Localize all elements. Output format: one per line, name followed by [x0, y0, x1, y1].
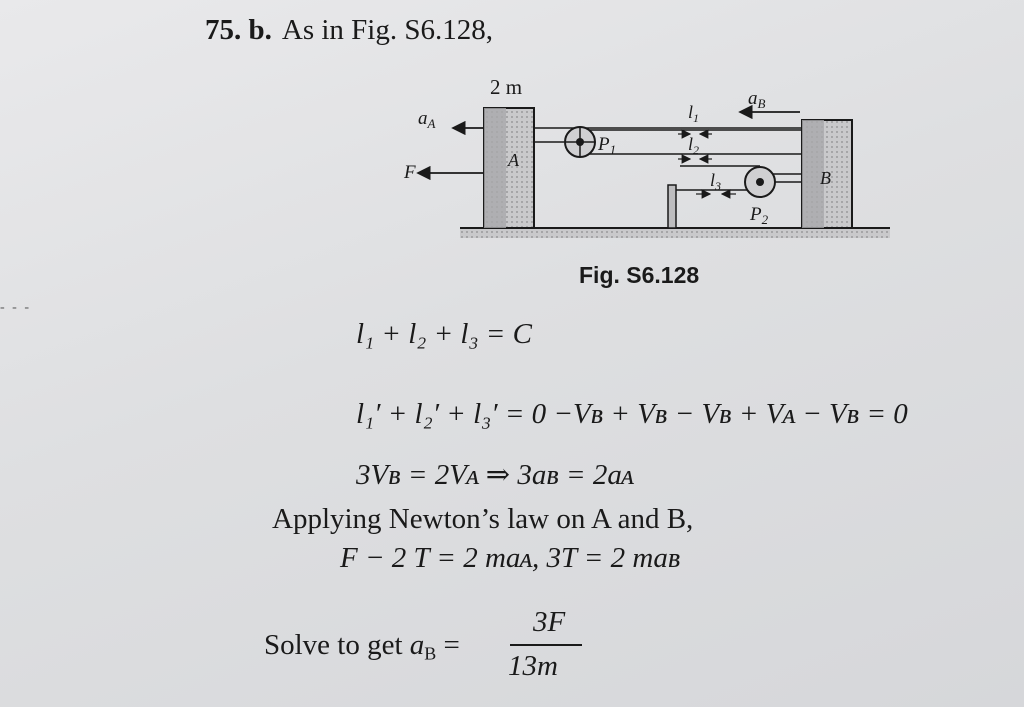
- solve-prefix: Solve to get: [264, 629, 403, 661]
- problem-intro: As in Fig. S6.128,: [281, 14, 493, 46]
- l3-label: $l_3$: [710, 170, 722, 193]
- problem-number: 75. b.: [205, 14, 272, 46]
- solve-variable: a: [409, 629, 425, 661]
- accel-b-label: $a_B$: [748, 88, 766, 111]
- margin-mark: - - -: [0, 300, 31, 315]
- solve-variable-sub: B: [424, 643, 437, 664]
- block-b-label: B: [820, 168, 831, 188]
- block-a-label: A: [508, 150, 519, 170]
- l2-label: $l_2$: [688, 134, 700, 157]
- pulley-p1: [534, 127, 595, 157]
- pulley-p2: [745, 167, 802, 197]
- pulley-p1-label: $P_1$: [598, 134, 617, 157]
- pulley-p2-label: $P_2$: [750, 204, 769, 227]
- solve-equals: =: [443, 629, 460, 661]
- equation-constraint: l₁ + l₂ + l₃ = C: [356, 318, 532, 350]
- pulley-diagram: [390, 70, 900, 260]
- block-a-shade: [484, 108, 506, 228]
- equation-newton: F − 2 T = 2 maᴀ, 3T = 2 maʙ: [340, 542, 681, 574]
- ground-hatch: [460, 228, 890, 238]
- fraction-bar: [510, 644, 582, 646]
- figure-caption: Fig. S6.128: [579, 262, 700, 288]
- fraction-numerator: 3F: [533, 606, 566, 638]
- solve-line: [264, 629, 460, 664]
- fraction-denominator: 13m: [508, 650, 558, 682]
- l1-label: $l_1$: [688, 102, 700, 125]
- force-label: F: [404, 162, 416, 183]
- length-label: 2 m: [490, 75, 523, 99]
- newton-intro: Applying Newton’s law on A and B,: [272, 503, 694, 535]
- equation-derivative: l₁′ + l₂′ + l₃′ = 0 −Vʙ + Vʙ − Vʙ + Vᴀ − Vʙ = 0: [356, 398, 908, 430]
- problem-heading: [205, 14, 493, 47]
- equation-velocity-relation: 3Vʙ = 2Vᴀ ⇒ 3aʙ = 2aᴀ: [356, 459, 634, 491]
- fixed-post: [668, 185, 676, 228]
- accel-a-label: $a_A$: [418, 108, 436, 131]
